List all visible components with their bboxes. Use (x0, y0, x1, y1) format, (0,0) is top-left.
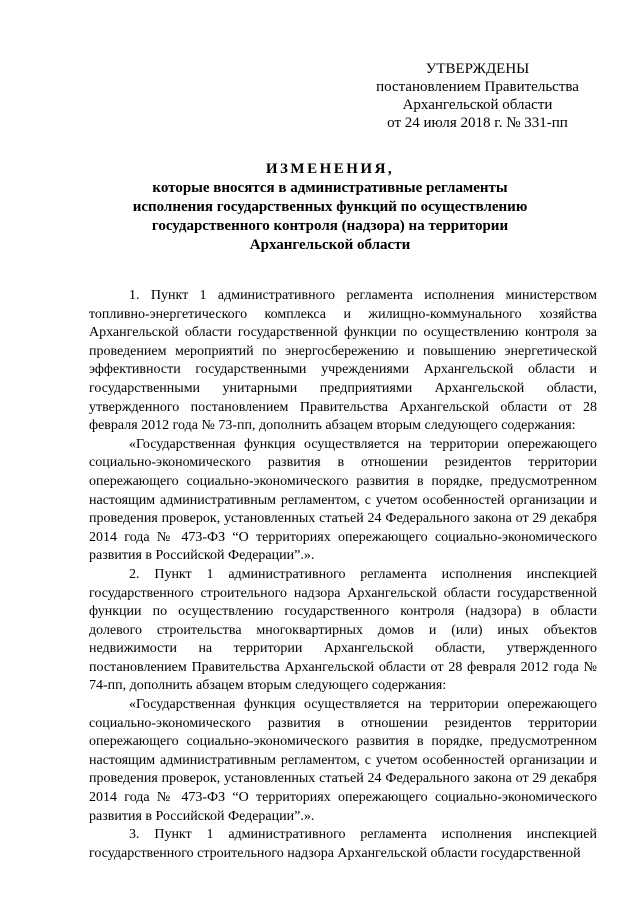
title-line-1: которые вносятся в административные регламенты (152, 180, 508, 196)
title-heading: ИЗМЕНЕНИЯ, (265, 161, 395, 177)
paragraph-item-3: 3. Пункт 1 административного регламента исполнения инспекцией государственного строительного надзора Архангельской области государственной (89, 827, 597, 861)
paragraph-item-1: 1. Пункт 1 административного регламента исполнения министерством топливно-энергетического комплекса и жилищно-коммунального хозяйства Архангельской области государственной функции по осуществлению контроля за проведением мероприятий по энергосбережению и повышению энергетической эффективности государственными учреждениями Архангельской области и государственными унитарными предприятиями Архангельской области, утвержденного постановлением Правительства Архангельской области от 28 февраля 2012 года № 73-пп, дополнить абзацем вторым следующего содержания: (89, 288, 597, 434)
paragraph-quote-2: «Государственная функция осуществляется на территории опережающего социально-экономического развития в отношении резидентов территории опережающего социально-экономического развития в порядке, предусмотренном настоящим административным регламентом, с учетом особенностей организации и проведения проверок, установленных статьей 24 Федерального закона от 29 декабря 2014 года № 473-ФЗ “О территориях опережающего социально-экономического развития в Российской Федерации”.». (89, 697, 597, 824)
approval-title: УТВЕРЖДЕНЫ (425, 61, 530, 77)
approval-line-date: от 24 июля 2018 г. № 331-пп (387, 115, 568, 131)
approval-stamp (350, 60, 605, 132)
paragraph-item-2: 2. Пункт 1 административного регламента исполнения инспекцией государственного строительного надзора Архангельской области государственной функции по осуществлению государственного контроля (надзора) в области долевого строительства многоквартирных домов и (или) иных объектов недвижимости на территории Архангельской области, утвержденного постановлением Правительства Архангельской области от 28 февраля 2012 года № 74-пп, дополнить абзацем вторым следующего содержания: (89, 566, 597, 694)
approval-line-resolution: постановлением Правительства (376, 79, 579, 95)
title-line-2: исполнения государственных функций по осуществлению (132, 199, 528, 215)
document-body (89, 287, 597, 863)
title-line-4: Архангельской области (249, 237, 411, 253)
title-line-3: государственного контроля (надзора) на территории (151, 218, 509, 234)
document-title (100, 160, 560, 255)
approval-line-region: Архангельской области (402, 97, 553, 113)
paragraph-quote-1: «Государственная функция осуществляется на территории опережающего социально-экономического развития в отношении резидентов территории опережающего социально-экономического развития в порядке, предусмотренном настоящим административным регламентом, с учетом особенностей организации и проведения проверок, установленных статьей 24 Федерального закона от 29 декабря 2014 года № 473-ФЗ “О территориях опережающего социально-экономического развития в Российской Федерации”.». (89, 436, 597, 564)
